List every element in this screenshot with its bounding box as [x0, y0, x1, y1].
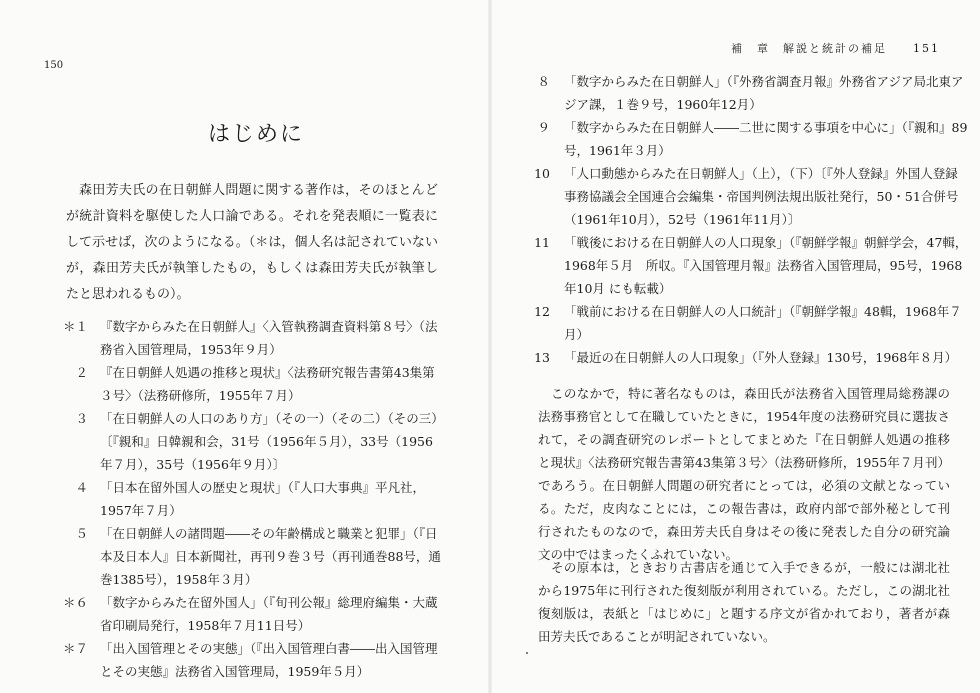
item-number: ＊６ — [62, 595, 88, 610]
item-number: ８ — [537, 74, 550, 89]
list-item — [40, 591, 442, 637]
list-item — [518, 162, 968, 231]
item-number: ５ — [75, 526, 88, 541]
list-item — [518, 116, 968, 162]
list-item — [40, 361, 442, 407]
running-head: 補 章 解説と統計の補足 151 — [731, 42, 940, 55]
item-text: 「戦後における在日朝鮮人の人口現象」（『朝鮮学報』朝鮮学会，47輯，1968年５月 所収。『入国管理月報』法務省入国管理局，95号，1968年10月 にも転載） — [564, 235, 968, 296]
item-number: ９ — [537, 120, 550, 135]
list-item — [518, 231, 968, 300]
item-number: 13 — [534, 350, 550, 365]
item-text: 『在日朝鮮人処遇の推移と現状』〈法務研究報告書第43集第３号〉（法務研修所，1955年７月） — [100, 365, 435, 403]
item-text: 「日本在留外国人の歴史と現状」（『人口大事典』平凡社，1957年７月） — [100, 480, 426, 518]
body-paragraph: その原本は，ときおり古書店を通じて入手できるが，一般には湖北社から1975年に刊行された復刻版が利用されている。ただし，この湖北社復刻版は，表紙と「はじめに」と題する序文が省かれており，著者が森田芳夫氏であることが明記されていない。 — [538, 560, 950, 644]
bibliography-list-left — [40, 315, 442, 683]
item-number: ＊１ — [62, 319, 88, 334]
list-item — [40, 522, 442, 591]
list-item — [518, 346, 968, 369]
item-text: 『数字からみた在日朝鮮人』〈入管執務調査資料第８号〉（法務省入国管理局，1953年９月） — [100, 319, 438, 357]
body-paragraph: このなかで，特に著名なものは，森田氏が法務省入国管理局総務課の法務事務官として在職していたときに，1954年度の法務研究員に選抜されて，その調査研究のレポートとしてまとめた『在日朝鮮人処遇の推移と現状』〈法務研究報告書第43集第３号〉（法務研修所，1955年７月刊）であろう。在日朝鮮人問題の研究者にとっては，必須の文献となっている。ただ，皮肉なことには，この報告書は，政府内部で部外秘として刊行されたものなので，森田芳夫氏自身はその後に発表した自分の研究論文の中ではまったくふれていない。 — [538, 386, 950, 562]
item-text: 「人口動態からみた在日朝鮮人」（上），（下）〔『外人登録』外国人登録事務協議会全国連合会編集・帝国判例法規出版社発行，50・51合併号（1961年10月），52号（1961年11月）〕 — [564, 166, 959, 227]
item-number: ２ — [75, 365, 88, 380]
page-number-left: 150 — [44, 60, 64, 71]
section-heading: はじめに — [208, 122, 305, 147]
item-text: 「出入国管理とその実態」（『出入国管理白書――出入国管理とその実態』法務省入国管理局，1959年５月） — [100, 641, 438, 679]
item-text: 「在日朝鮮人の諸問題――その年齢構成と職業と犯罪」（『日本及日本人』日本新聞社，再刊９巻３号（再刊通巻88号，通巻1385号），1958年３月） — [100, 526, 441, 587]
item-text: 「戦前における在日朝鮮人の人口統計」（『朝鮮学報』48輯，1968年７月） — [564, 304, 962, 342]
intro-paragraph: 森田芳夫氏の在日朝鮮人問題に関する著作は，そのほとんどが統計資料を駆使した人口論である。それを発表順に一覧表にして示せば，次のようになる。（＊は，個人名は記されていないが，森田芳夫氏が執筆したもの，もしくは森田芳夫氏が執筆したと思われるもの）。 — [66, 183, 438, 302]
list-item — [518, 70, 968, 116]
list-item — [40, 315, 442, 361]
item-number: 12 — [534, 304, 550, 319]
item-text: 「在日朝鮮人の人口のあり方」（その一）（その二）（その三）〔『親和』日韓親和会，31号（1956年５月），33号（1956年７月），35号（1956年９月）〕 — [100, 411, 438, 472]
item-number: ４ — [75, 480, 88, 495]
item-number: 11 — [534, 235, 550, 250]
list-item — [518, 300, 968, 346]
item-number: ３ — [75, 411, 88, 426]
scan-speck — [526, 652, 528, 654]
item-number: 10 — [534, 166, 550, 181]
item-number: ＊７ — [62, 641, 88, 656]
right-page — [490, 0, 980, 693]
list-item — [40, 407, 442, 476]
list-item — [40, 476, 442, 522]
list-item — [40, 637, 442, 683]
item-text: 「数字からみた在日朝鮮人――二世に関する事項を中心に」（『親和』89号，1961年３月） — [564, 120, 968, 158]
item-text: 「数字からみた在留外国人」（『旬刊公報』総理府編集・大蔵省印刷局発行，1958年７月11日号） — [100, 595, 438, 633]
bibliography-list-right — [518, 70, 968, 369]
item-text: 「最近の在日朝鮮人の人口現象」（『外人登録』130号，1968年８月） — [564, 350, 958, 365]
item-text: 「数字からみた在日朝鮮人」（『外務省調査月報』外務省アジア局北東アジア課，１巻９号，1960年12月） — [564, 74, 964, 112]
